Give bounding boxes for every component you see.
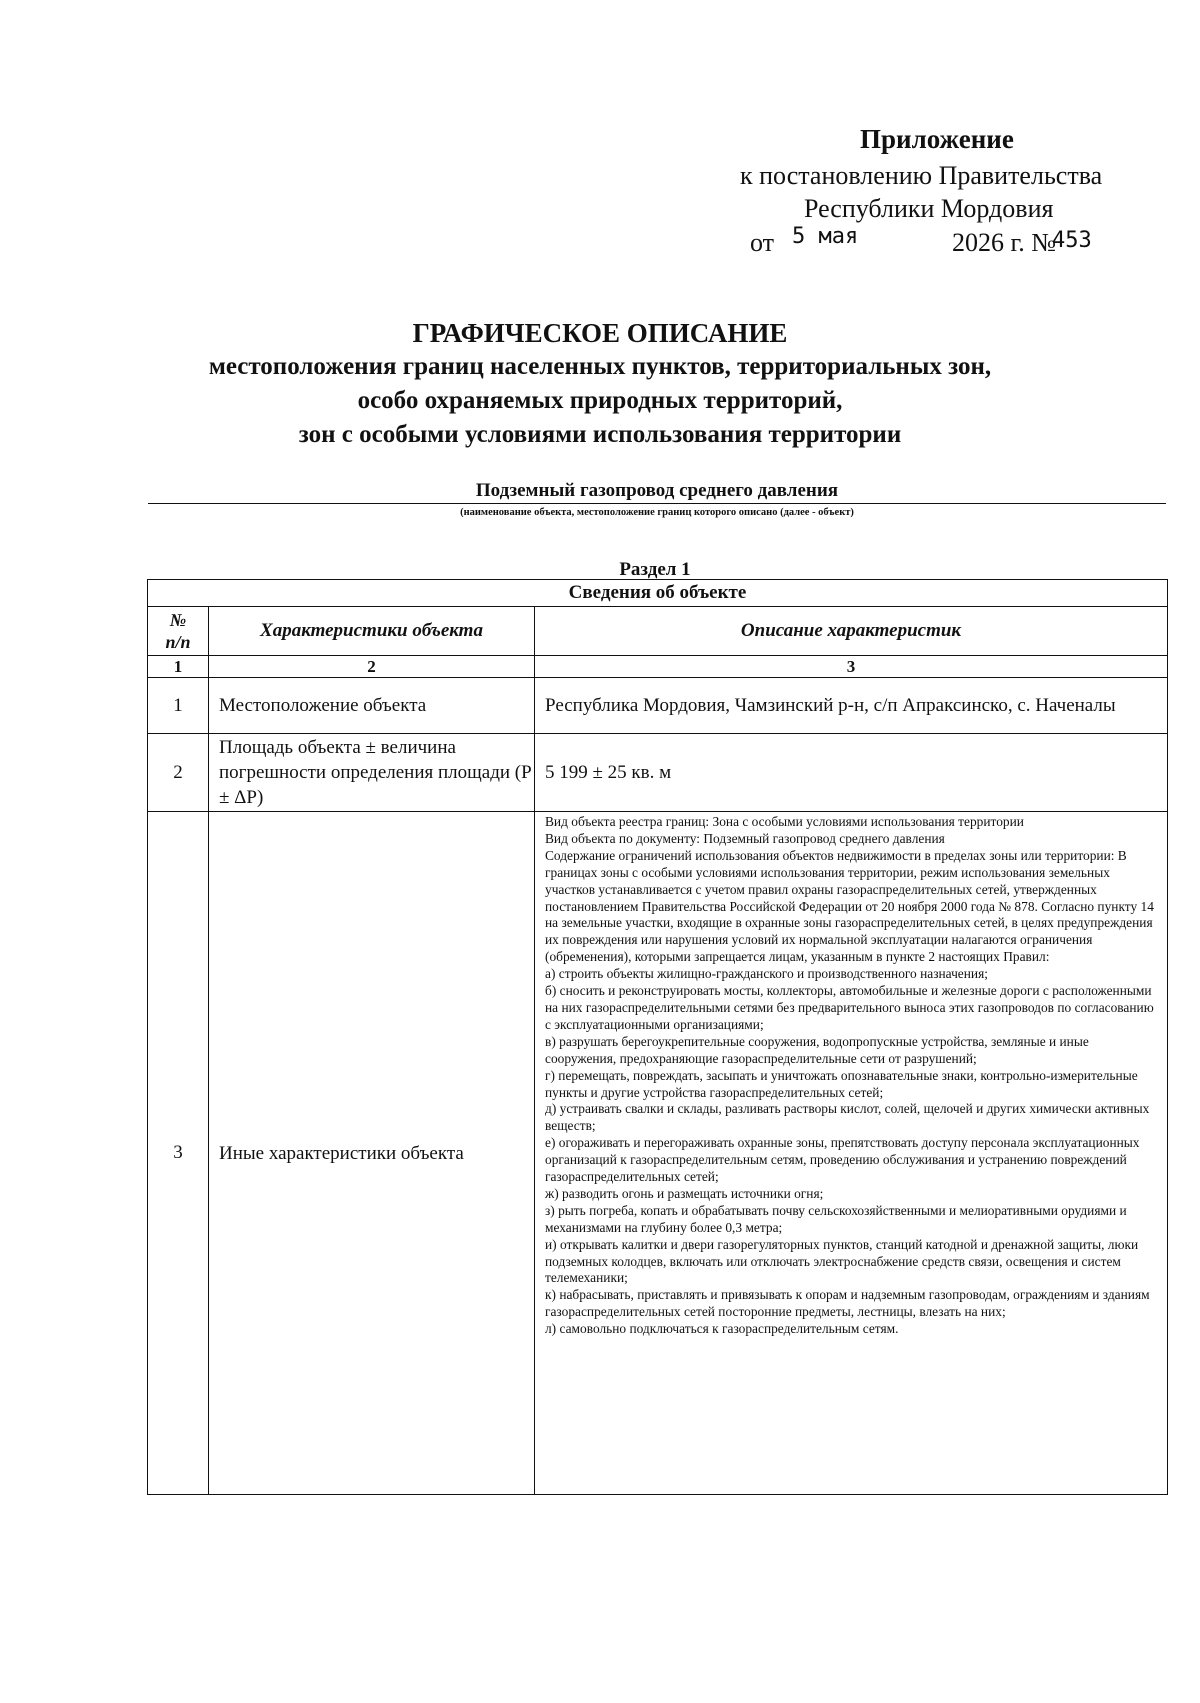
appendix-line-republic: Республики Мордовия bbox=[804, 194, 1054, 223]
section-title: Раздел 1 bbox=[619, 559, 691, 580]
appendix-date-year: 2026 г. № bbox=[952, 228, 1057, 257]
restriction-item: г) перемещать, повреждать, засыпать и уничтожать опознавательные знаки, контрольно-измерительные пункты и другие устройства газораспределительных сетей; bbox=[545, 1067, 1138, 1100]
header-number-label: № п/п bbox=[165, 610, 191, 652]
header-description: Описание характеристик bbox=[535, 607, 1168, 656]
appendix-title: Приложение bbox=[860, 124, 1014, 154]
document-subtitle-line-1: местоположения границ населенных пунктов, территориальных зон, bbox=[208, 353, 992, 380]
row-characteristic: Иные характеристики объекта bbox=[209, 812, 535, 1495]
header-number bbox=[148, 607, 209, 656]
column-number: 1 bbox=[148, 656, 209, 678]
restriction-paragraph: Вид объекта реестра границ: Зона с особыми условиями использования территории bbox=[545, 814, 1024, 829]
restriction-item: а) строить объекты жилищно-гражданского и производственного назначения; bbox=[545, 966, 988, 982]
restriction-paragraph: Содержание ограничений использования объектов недвижимости в пределах зоны или территории: В границах зоны с особыми условиями использования территории, режим использования земельных участков устанавливается с учетом правил охраны газораспределительных сетей, утвержденных постановлением Правительства Российской Федерации от 20 ноября 2000 года № 878. Согласно пункту 14 на земельные участки, входящие в охранные зоны газораспределительных сетей, в целях предупреждения их повреждения или нарушения условий их нормальной эксплуатации налагаются ограничения (обременения), которыми запрещается лицам, указанным в пункте 2 настоящих Правил: bbox=[545, 847, 1154, 965]
row-description: Республика Мордовия, Чамзинский р-н, с/п Апраксинско, с. Наченалы bbox=[535, 678, 1168, 734]
row-description bbox=[535, 812, 1168, 1495]
column-number-row bbox=[148, 656, 1168, 678]
table-row bbox=[148, 812, 1168, 1495]
object-info-table bbox=[147, 579, 1168, 1495]
document-title-block bbox=[0, 316, 1200, 452]
restriction-item: ж) разводить огонь и размещать источники огня; bbox=[545, 1185, 824, 1201]
table-header-row bbox=[148, 607, 1168, 656]
restriction-paragraph: Вид объекта по документу: Подземный газопровод среднего давления bbox=[545, 830, 945, 846]
appendix-date-day: 5 мая bbox=[792, 224, 859, 249]
restriction-item: к) набрасывать, приставлять и привязывать к опорам и надземным газопроводам, ограждениям и зданиям газораспределительных сетей посторонние предметы, лестницы, влезать на них; bbox=[545, 1287, 1150, 1320]
object-name-underline bbox=[148, 503, 1166, 504]
restriction-item: в) разрушать берегоукрепительные сооружения, водопропускные устройства, земляные и иные сооружения, предохраняющие газораспределительные сети от разрушений; bbox=[545, 1033, 1089, 1066]
column-number: 2 bbox=[209, 656, 535, 678]
restriction-item: л) самовольно подключаться к газораспределительным сетям. bbox=[545, 1321, 899, 1337]
object-name-caption: (наименование объекта, местоположение границ которого описано (далее - объект) bbox=[460, 507, 854, 518]
restriction-item: б) сносить и реконструировать мосты, коллекторы, автомобильные и железные дороги с расположенными на них газораспределительными сетями без предварительного выноса этих газопроводов по согласованию с эксплуатационными организациями; bbox=[545, 983, 1154, 1032]
row-characteristic: Площадь объекта ± величина погрешности определения площади (P ± ΔP) bbox=[209, 734, 535, 812]
table-caption-row bbox=[148, 580, 1168, 607]
appendix-resolution-number: 453 bbox=[1052, 228, 1092, 253]
document-subtitle-line-2: особо охраняемых природных территорий, bbox=[357, 387, 843, 414]
document-title: ГРАФИЧЕСКОЕ ОПИСАНИЕ bbox=[412, 318, 788, 348]
appendix-date-prefix: от bbox=[750, 228, 775, 257]
column-number: 3 bbox=[535, 656, 1168, 678]
row-number: 3 bbox=[148, 812, 209, 1495]
restriction-item: з) рыть погреба, копать и обрабатывать почву сельскохозяйственными и мелиоративными орудиями и механизмами на глубину более 0,3 метра; bbox=[545, 1202, 1127, 1235]
table-row bbox=[148, 734, 1168, 812]
row-number: 2 bbox=[148, 734, 209, 812]
row-description: 5 199 ± 25 кв. м bbox=[535, 734, 1168, 812]
restriction-item: и) открывать калитки и двери газорегуляторных пунктов, станций катодной и дренажной защиты, люки подземных колодцев, включать или отключать электроснабжение средств связи, освещения и систем телемеханики; bbox=[545, 1236, 1139, 1286]
table-caption: Сведения об объекте bbox=[148, 580, 1168, 607]
table-row bbox=[148, 678, 1168, 734]
restriction-item: д) устраивать свалки и склады, разливать растворы кислот, солей, щелочей и других химически активных веществ; bbox=[545, 1101, 1150, 1134]
appendix-line-resolution: к постановлению Правительства bbox=[740, 161, 1103, 190]
row-characteristic: Местоположение объекта bbox=[209, 678, 535, 734]
header-characteristic: Характеристики объекта bbox=[209, 607, 535, 656]
restriction-item: е) огораживать и перегораживать охранные зоны, препятствовать доступу персонала эксплуатационных организаций к газораспределительным сетям, проведению обслуживания и устранению повреждений газораспределительных сетей; bbox=[545, 1135, 1140, 1185]
row-number: 1 bbox=[148, 678, 209, 734]
document-subtitle-line-3: зон с особыми условиями использования территории bbox=[298, 421, 902, 448]
object-name: Подземный газопровод среднего давления bbox=[475, 480, 839, 501]
